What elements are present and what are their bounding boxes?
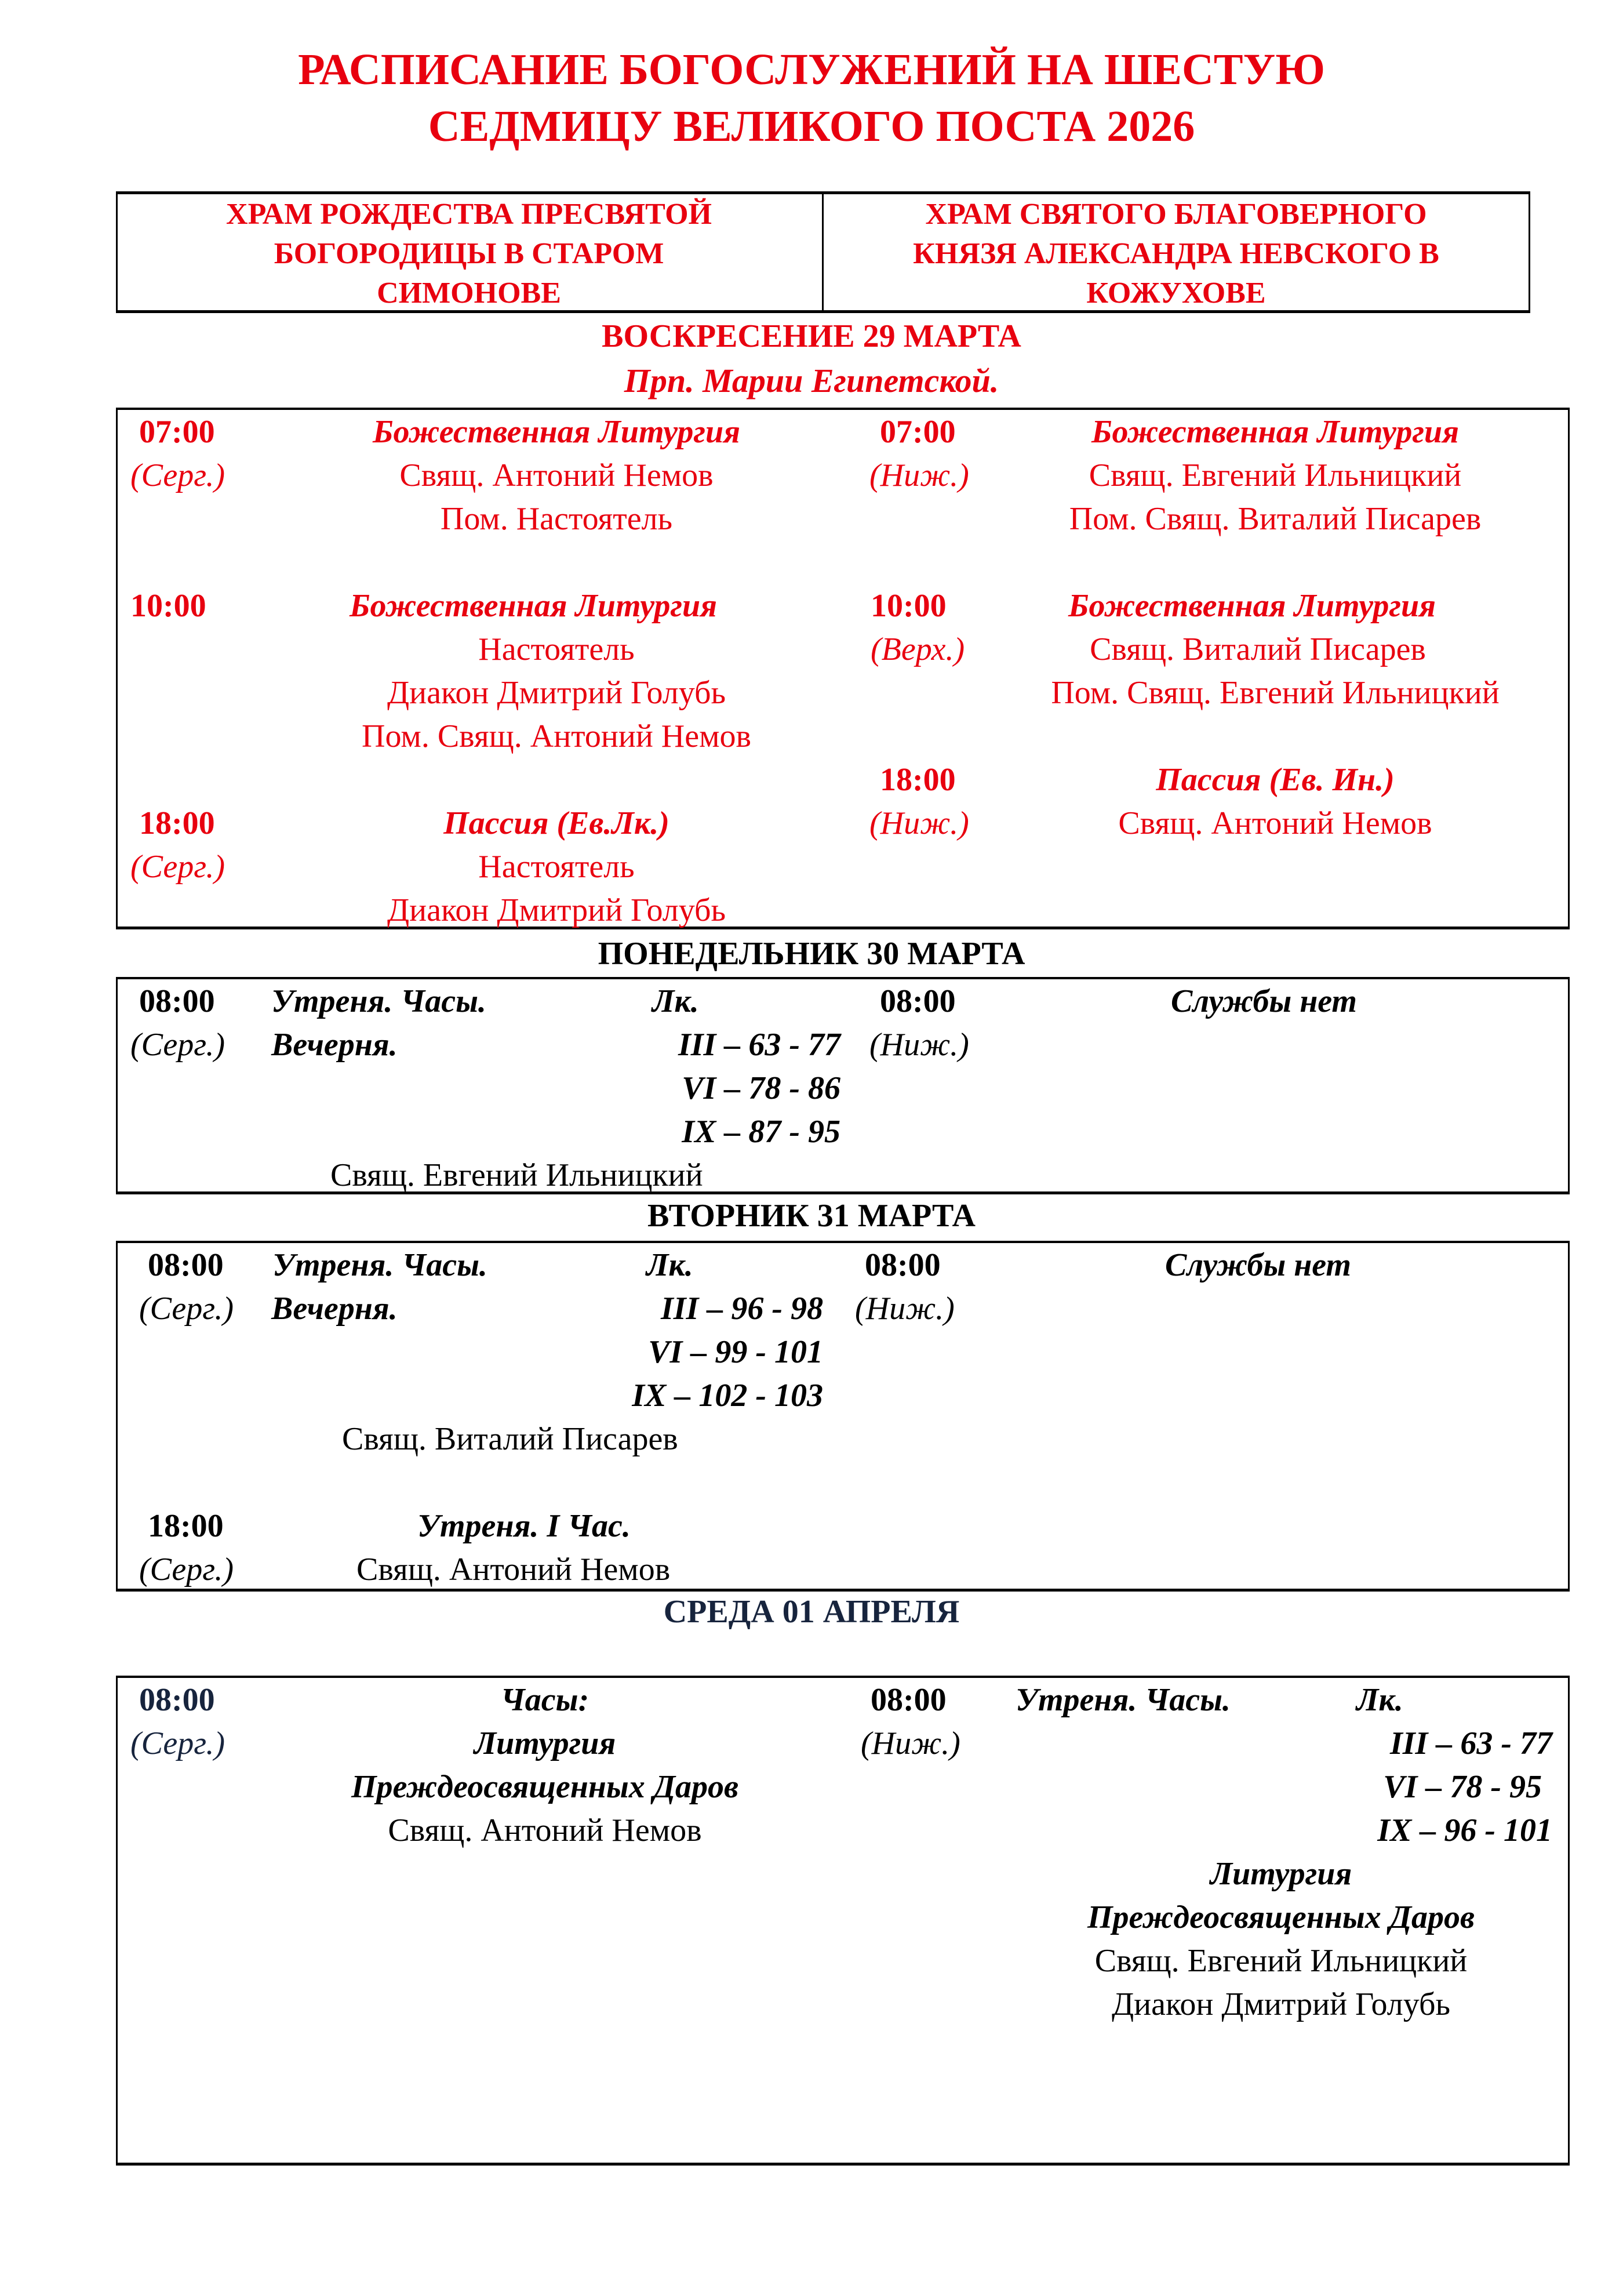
reading-range: VI – 78 - 95 — [1383, 1769, 1542, 1805]
service-clergy: Пом. Свящ. Евгений Ильницкий — [1051, 675, 1500, 711]
service-time: 08:00 — [865, 1247, 941, 1283]
readings-label: Лк. — [652, 983, 699, 1019]
service-clergy: Пом. Свящ. Антоний Немов — [362, 718, 751, 754]
service-time: 10:00 — [871, 588, 947, 624]
feast-subtitle: Прп. Марии Египетской. — [624, 362, 999, 399]
service-name: Часы: — [500, 1682, 589, 1718]
reading-range: IX – 96 - 101 — [1377, 1812, 1552, 1848]
readings-label: Лк. — [646, 1247, 693, 1283]
service-clergy: Свящ. Антоний Немов — [356, 1552, 671, 1587]
no-service-note: Службы нет — [1171, 983, 1357, 1019]
service-clergy: Свящ. Антоний Немов — [399, 457, 714, 493]
service-clergy: Пом. Настоятель — [440, 501, 673, 537]
service-name: Литургия — [474, 1725, 616, 1761]
service-time: 07:00 — [139, 414, 215, 450]
day-heading-sunday: ВОСКРЕСЕНИЕ 29 МАРТА — [602, 318, 1021, 354]
day-heading-tuesday: ВТОРНИК 31 МАРТА — [647, 1198, 976, 1234]
service-location: (Ниж.) — [869, 1027, 969, 1063]
service-name: Вечерня. — [271, 1291, 398, 1327]
service-clergy: Диакон Дмитрий Голубь — [387, 892, 726, 928]
service-clergy: Пом. Свящ. Виталий Писарев — [1069, 501, 1482, 537]
church-left-line: СИМОНОВЕ — [377, 277, 561, 310]
service-time: 18:00 — [880, 762, 956, 798]
church-left-line: БОГОРОДИЦЫ В СТАРОМ — [274, 237, 664, 270]
service-name: Пассия (Ев. Ин.) — [1156, 762, 1395, 798]
day-heading-monday: ПОНЕДЕЛЬНИК 30 МАРТА — [598, 936, 1025, 972]
reading-range: III – 63 - 77 — [678, 1027, 840, 1063]
service-clergy: Свящ. Евгений Ильницкий — [1094, 1943, 1468, 1979]
reading-range: IX – 102 - 103 — [632, 1378, 823, 1414]
no-service-note: Службы нет — [1165, 1247, 1351, 1283]
service-clergy: Свящ. Антоний Немов — [388, 1812, 702, 1848]
service-location: (Ниж.) — [855, 1291, 955, 1327]
church-right-name — [822, 195, 1530, 313]
service-name: Божественная Литургия — [349, 588, 718, 624]
service-name: Божественная Литургия — [1091, 414, 1460, 450]
service-location: (Серг.) — [130, 457, 225, 493]
reading-range: VI – 78 - 86 — [682, 1070, 840, 1106]
service-name: Вечерня. — [271, 1027, 398, 1063]
church-left-line: ХРАМ РОЖДЕСТВА ПРЕСВЯТОЙ — [226, 198, 712, 231]
service-name: Преждеосвященных Даров — [1087, 1899, 1475, 1935]
page-title-line-2: СЕДМИЦУ ВЕЛИКОГО ПОСТА 2026 — [428, 102, 1195, 151]
service-clergy: Свящ. Виталий Писарев — [1090, 631, 1426, 667]
page-title-line-1: РАСПИСАНИЕ БОГОСЛУЖЕНИЙ НА ШЕСТУЮ — [298, 45, 1325, 94]
service-location: (Серг.) — [139, 1291, 234, 1327]
service-clergy: Свящ. Антоний Немов — [1118, 805, 1432, 841]
service-time: 18:00 — [139, 805, 215, 841]
service-time: 08:00 — [139, 1682, 215, 1718]
service-location: (Верх.) — [871, 631, 965, 667]
reading-range: III – 63 - 77 — [1389, 1725, 1552, 1761]
service-time: 08:00 — [880, 983, 956, 1019]
service-location: (Ниж.) — [869, 457, 969, 493]
reading-range: III – 96 - 98 — [660, 1291, 823, 1327]
church-left-name — [116, 195, 822, 313]
readings-label: Лк. — [1356, 1682, 1403, 1718]
service-clergy: Настоятель — [478, 631, 635, 667]
service-name: Преждеосвященных Даров — [351, 1769, 739, 1805]
service-time: 18:00 — [148, 1508, 224, 1544]
service-location: (Серг.) — [130, 1725, 225, 1761]
service-location: (Серг.) — [130, 1027, 225, 1063]
service-name: Пассия (Ев.Лк.) — [443, 805, 669, 841]
service-name: Утреня. Часы. — [272, 1247, 487, 1283]
church-right-line: КОЖУХОВЕ — [1086, 277, 1266, 310]
service-time: 08:00 — [139, 983, 215, 1019]
service-name: Божественная Литургия — [1068, 588, 1436, 624]
service-time: 07:00 — [880, 414, 956, 450]
service-location: (Серг.) — [130, 849, 225, 885]
service-name: Божественная Литургия — [372, 414, 741, 450]
day-heading-wednesday: СРЕДА 01 АПРЕЛЯ — [663, 1594, 960, 1630]
service-clergy: Свящ. Евгений Ильницкий — [1089, 457, 1462, 493]
service-location: (Ниж.) — [869, 805, 969, 841]
service-time: 08:00 — [871, 1682, 947, 1718]
service-clergy: Диакон Дмитрий Голубь — [1111, 1986, 1450, 2022]
service-time: 10:00 — [130, 588, 206, 624]
church-right-line: КНЯЗЯ АЛЕКСАНДРА НЕВСКОГО В — [913, 237, 1439, 270]
service-name: Утреня. Часы. — [1016, 1682, 1231, 1718]
reading-range: VI – 99 - 101 — [648, 1334, 823, 1370]
church-right-line: ХРАМ СВЯТОГО БЛАГОВЕРНОГО — [925, 198, 1427, 231]
service-location: (Ниж.) — [861, 1725, 960, 1761]
service-time: 08:00 — [148, 1247, 224, 1283]
reading-range: IX – 87 - 95 — [682, 1114, 840, 1150]
service-name: Утреня. Часы. — [271, 983, 486, 1019]
service-clergy: Настоятель — [478, 849, 635, 885]
service-location: (Серг.) — [139, 1552, 234, 1587]
service-name: Литургия — [1210, 1856, 1352, 1892]
service-clergy: Диакон Дмитрий Голубь — [387, 675, 726, 711]
service-name: Утреня. I Час. — [417, 1508, 631, 1544]
service-clergy: Свящ. Виталий Писарев — [342, 1421, 678, 1457]
service-clergy: Свящ. Евгений Ильницкий — [330, 1157, 703, 1193]
